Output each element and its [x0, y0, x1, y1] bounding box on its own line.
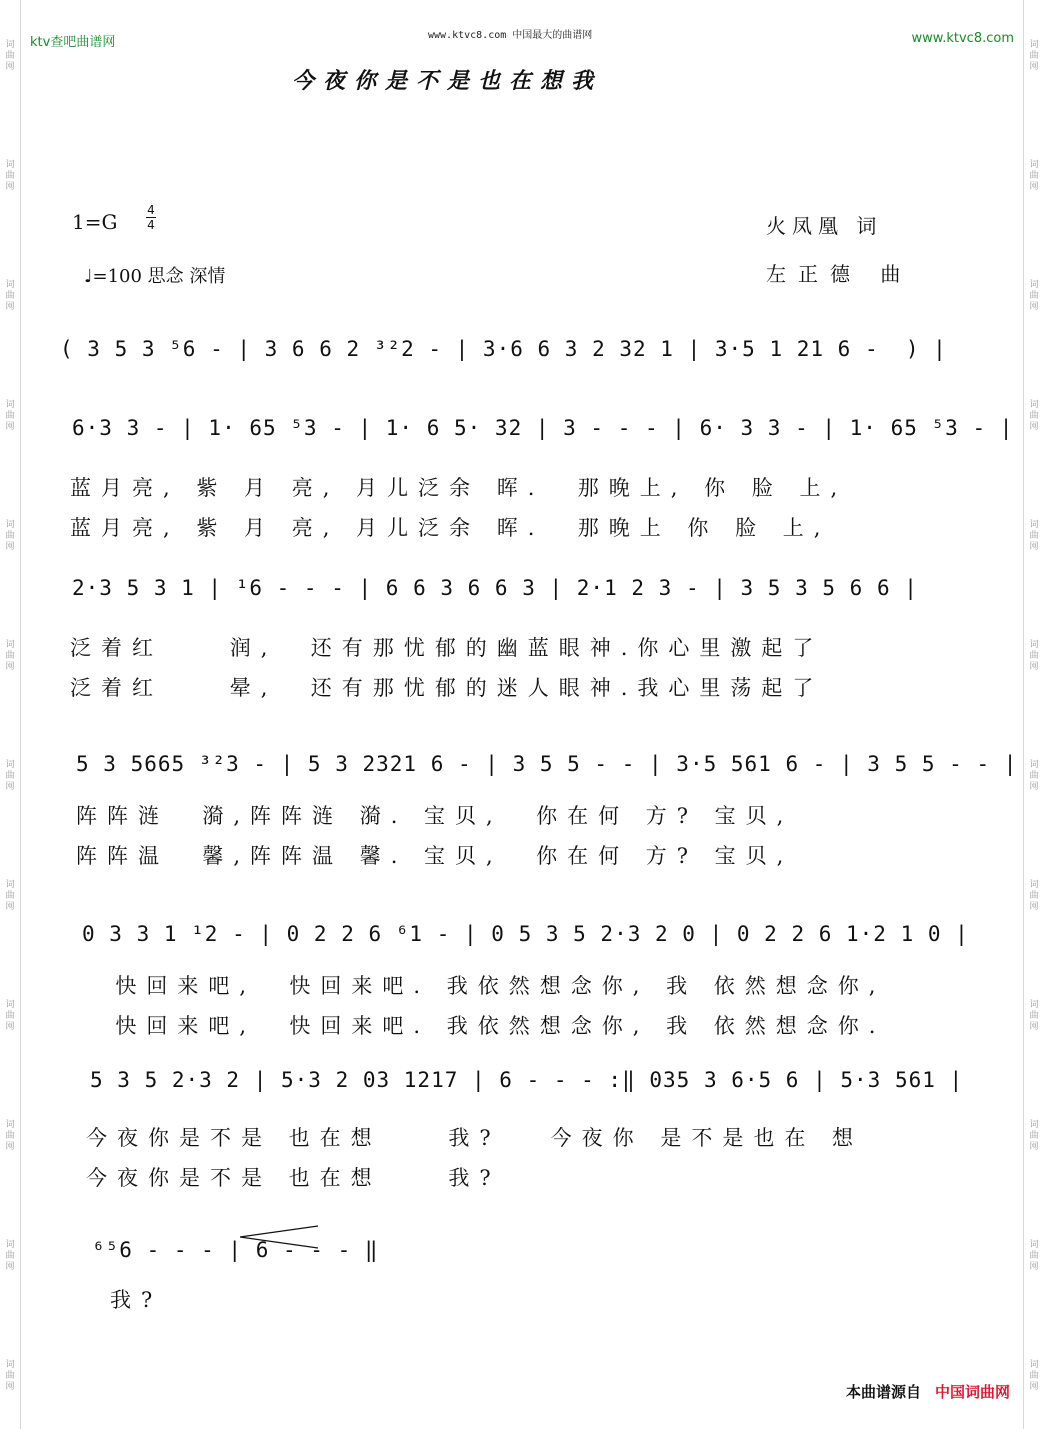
watermark: 词曲网	[1029, 640, 1039, 672]
right-margin-strip	[1023, 0, 1044, 1429]
watermark: 词曲网	[5, 40, 15, 72]
site-name-left[interactable]: ktv查吧曲谱网	[30, 35, 116, 50]
watermark: 词曲网	[1029, 880, 1039, 912]
time-signature	[146, 203, 156, 232]
left-margin-strip	[0, 0, 21, 1429]
watermark: 词曲网	[5, 400, 15, 432]
key-signature: 1=G	[72, 210, 118, 234]
notation-line: 6·3 3 - | 1· 65 ⁵3 - | 1· 6 5· 32 | 3 - - - | 6· 3 3 - | 1· 65 ⁵3 - |	[72, 416, 1014, 440]
source-label: 本曲谱源自	[845, 1383, 921, 1401]
lyrics-verse-2: 蓝月亮, 紫 月 亮, 月儿泛余 晖. 那晚上 你 脸 上,	[70, 516, 831, 540]
notation-line: 5 3 5 2·3 2 | 5·3 2 03 1217 | 6 - - - :‖ 035 3 6·5 6 | 5·3 561 |	[90, 1068, 964, 1092]
notation-line: 2·3 5 3 1 | ¹6 - - - | 6 6 3 6 6 3 | 2·1 2 3 - | 3 5 3 5 6 6 |	[72, 576, 918, 600]
lyricist-credit: 火凤凰 词	[766, 214, 883, 238]
decrescendo-mark	[240, 1222, 318, 1252]
watermark: 词曲网	[1029, 1360, 1039, 1392]
site-name-center[interactable]: www.ktvc8.com 中国最大的曲谱网	[428, 30, 593, 41]
composer-credit: 左正德 曲	[766, 262, 913, 286]
time-denominator: 4	[147, 218, 155, 232]
lyrics-verse-2: 阵阵温 馨,阵阵温 馨. 宝贝, 你在何 方? 宝贝,	[76, 844, 794, 868]
time-numerator: 4	[147, 203, 155, 217]
watermark: 词曲网	[5, 280, 15, 312]
watermark: 词曲网	[5, 1240, 15, 1272]
song-title: 今夜你是不是也在想我	[292, 68, 603, 94]
watermark: 词曲网	[1029, 400, 1039, 432]
lyrics-verse-1: 阵阵涟 漪,阵阵涟 漪. 宝贝, 你在何 方? 宝贝,	[76, 804, 794, 828]
tempo-marking: ♩=100 思念 深情	[84, 266, 226, 287]
watermark: 词曲网	[1029, 1120, 1039, 1152]
watermark: 词曲网	[1029, 1000, 1039, 1032]
watermark: 词曲网	[1029, 40, 1039, 72]
lyrics-verse-1: 蓝月亮, 紫 月 亮, 月儿泛余 晖. 那晚上, 你 脸 上,	[70, 476, 848, 500]
lyrics-verse-2: 快回来吧, 快回来吧. 我依然想念你, 我 依然想念你.	[82, 1014, 886, 1038]
watermark: 词曲网	[1029, 760, 1039, 792]
watermark: 词曲网	[5, 640, 15, 672]
watermark: 词曲网	[1029, 520, 1039, 552]
watermark: 词曲网	[5, 1120, 15, 1152]
lyrics-verse-1: 今夜你是不是 也在想 我? 今夜你 是不是也在 想	[86, 1126, 864, 1150]
lyrics-verse-1: 快回来吧, 快回来吧. 我依然想念你, 我 依然想念你,	[82, 974, 886, 998]
lyrics-verse-1: 我?	[110, 1288, 163, 1312]
watermark: 词曲网	[5, 1360, 15, 1392]
watermark: 词曲网	[5, 160, 15, 192]
notation-line: ⁶⁵6 - - - | 6 - - - ‖	[92, 1238, 379, 1262]
watermark: 词曲网	[5, 760, 15, 792]
source-credit	[846, 1381, 1010, 1402]
watermark: 词曲网	[5, 520, 15, 552]
watermark: 词曲网	[5, 1000, 15, 1032]
notation-line: 0 3 3 1 ¹2 - | 0 2 2 6 ⁶1 - | 0 5 3 5 2·3 2 0 | 0 2 2 6 1·2 1 0 |	[82, 922, 969, 946]
site-url-right[interactable]: www.ktvc8.com	[911, 31, 1014, 46]
watermark: 词曲网	[1029, 160, 1039, 192]
notation-line: 5 3 5665 ³²3 - | 5 3 2321 6 - | 3 5 5 - - | 3·5 561 6 - | 3 5 5 - - |	[76, 752, 1018, 776]
lyrics-verse-1: 泛着红 润, 还有那忧郁的幽蓝眼神.你心里激起了	[70, 636, 824, 660]
lyrics-verse-2: 今夜你是不是 也在想 我?	[86, 1166, 501, 1190]
lyrics-verse-2: 泛着红 晕, 还有那忧郁的迷人眼神.我心里荡起了	[70, 676, 824, 700]
watermark: 词曲网	[5, 880, 15, 912]
watermark: 词曲网	[1029, 1240, 1039, 1272]
source-brand-link[interactable]: 中国词曲网	[934, 1383, 1010, 1401]
watermark: 词曲网	[1029, 280, 1039, 312]
notation-line: ( 3 5 3 ⁵6 - | 3 6 6 2 ³²2 - | 3·6 6 3 2 32 1 | 3·5 1 21 6 - ) |	[60, 337, 947, 361]
